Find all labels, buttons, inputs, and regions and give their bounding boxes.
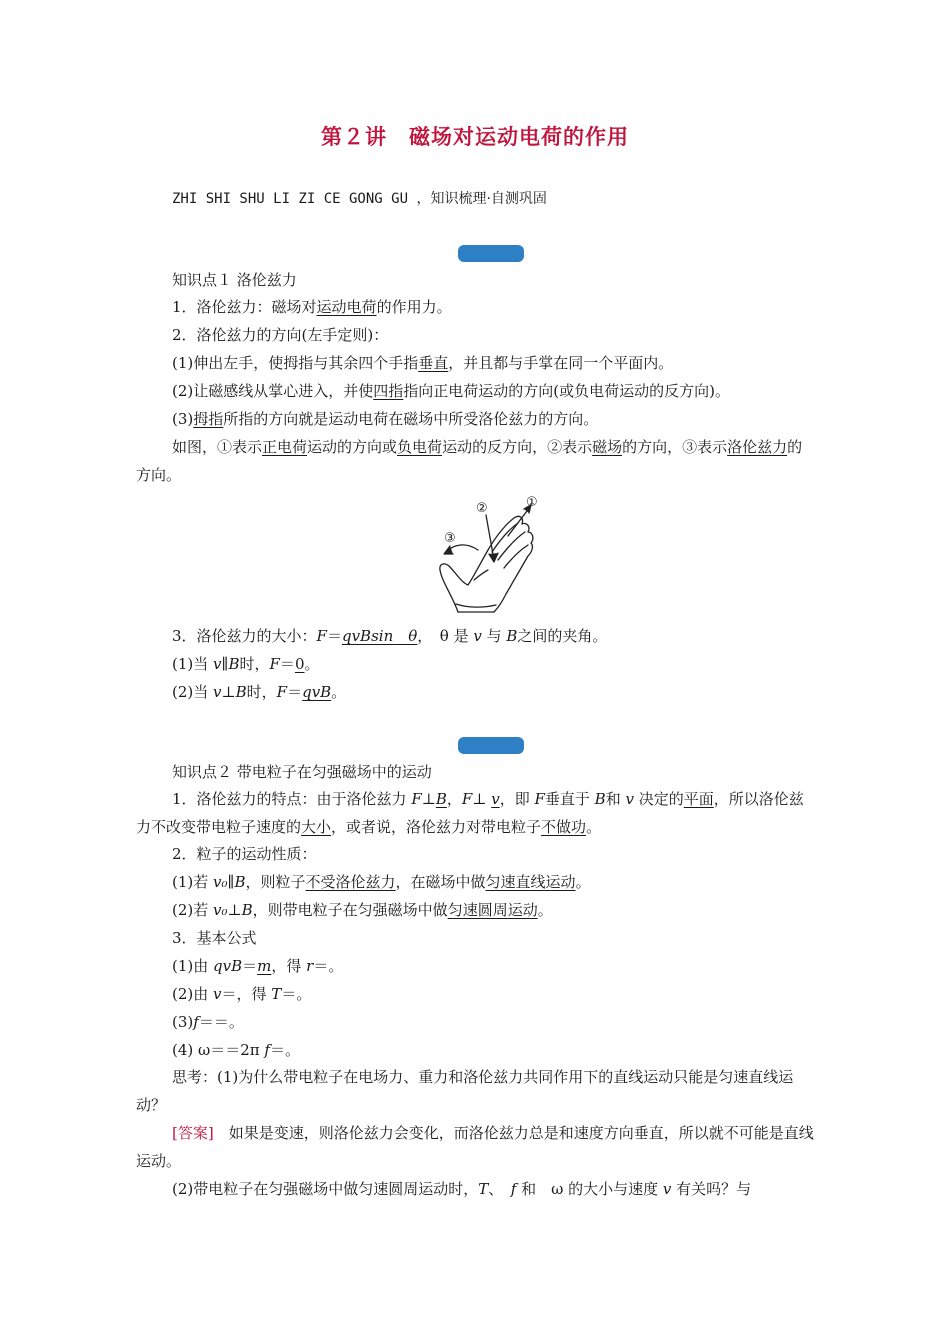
section-subheading <box>172 188 547 208</box>
kp1-line-7: (1)当 v∥B时，F＝0。 <box>172 655 320 673</box>
section-marker-2 <box>458 737 524 754</box>
kp1-line-3: (1)伸出左手，使拇指与其余四个手指垂直，并且都与手掌在同一个平面内。 <box>172 354 674 372</box>
kp1-figure-description: 如图，①表示正电荷运动的方向或负电荷运动的反方向，②表示磁场的方向，③表示洛伦兹力的方向。 <box>136 438 803 484</box>
kp1-line-4: (2)让磁感线从掌心进入，并使四指指向正电荷运动的方向(或负电荷运动的反方向)。 <box>172 382 730 400</box>
kp2-heading: 知识点２ 带电粒子在匀强磁场中的运动 <box>172 763 432 781</box>
subheading-cn: ，知识梳理·自测巩固 <box>416 191 547 207</box>
kp2-line-6: (1)由 qvB＝m，得 r＝。 <box>172 957 344 975</box>
answer-label: [答案] <box>172 1124 214 1142</box>
figure-label-3: ③ <box>444 531 456 546</box>
left-hand-rule-figure <box>428 490 558 615</box>
kp2-paragraph-1: 1．洛伦兹力的特点：由于洛伦兹力 F⊥B，F⊥ v，即 F垂直于 B和 v 决定的平面，所以洛伦兹力不改变带电粒子速度的大小，或者说，洛伦兹力对带电粒子不做功。 <box>136 790 804 836</box>
section-marker-1 <box>458 245 524 262</box>
figure-label-2: ② <box>476 501 488 516</box>
kp2-line-7: (2)由 v＝，得 T＝。 <box>172 985 312 1003</box>
answer-1: [答案] 如果是变速，则洛伦兹力会变化，而洛伦兹力总是和速度方向垂直，所以就不可能是直线运动。 <box>136 1124 814 1170</box>
kp1-line-5: (3)拇指所指的方向就是运动电荷在磁场中所受洛伦兹力的方向。 <box>172 410 599 428</box>
kp1-line-8: (2)当 v⊥B时，F＝qvB。 <box>172 683 347 701</box>
think-question-2: (2)带电粒子在匀强磁场中做匀速圆周运动时，T、 f 和 ω 的大小与速度 v 有关吗？与 <box>172 1180 752 1198</box>
kp2-line-2: 2．粒子的运动性质： <box>172 845 317 863</box>
page-title: 第２讲 磁场对运动电荷的作用 <box>321 125 629 149</box>
kp1-heading: 知识点１ 洛伦兹力 <box>172 271 297 289</box>
figure-label-1: ① <box>526 495 538 510</box>
subheading-pinyin: ZHI SHI SHU LI ZI CE GONG GU <box>172 191 409 207</box>
kp2-line-8: (3)f＝＝。 <box>172 1013 244 1031</box>
kp1-line-2: 2．洛伦兹力的方向(左手定则)： <box>172 326 389 344</box>
kp2-line-3: (1)若 v₀∥B，则粒子不受洛伦兹力，在磁场中做匀速直线运动。 <box>172 873 591 891</box>
kp1-line-1: 1．洛伦兹力：磁场对运动电荷的作用力。 <box>172 298 452 316</box>
think-question-1: 思考：(1)为什么带电粒子在电场力、重力和洛伦兹力共同作用下的直线运动只能是匀速直线运动？ <box>136 1068 794 1114</box>
kp2-line-5: 3．基本公式 <box>172 929 257 947</box>
kp1-line-6: 3．洛伦兹力的大小：F＝qvBsin θ， θ 是 v 与 B之间的夹角。 <box>172 627 608 645</box>
kp2-line-4: (2)若 v₀⊥B，则带电粒子在匀强磁场中做匀速圆周运动。 <box>172 901 553 919</box>
kp2-line-9: (4) ω＝＝2π f＝。 <box>172 1041 300 1059</box>
